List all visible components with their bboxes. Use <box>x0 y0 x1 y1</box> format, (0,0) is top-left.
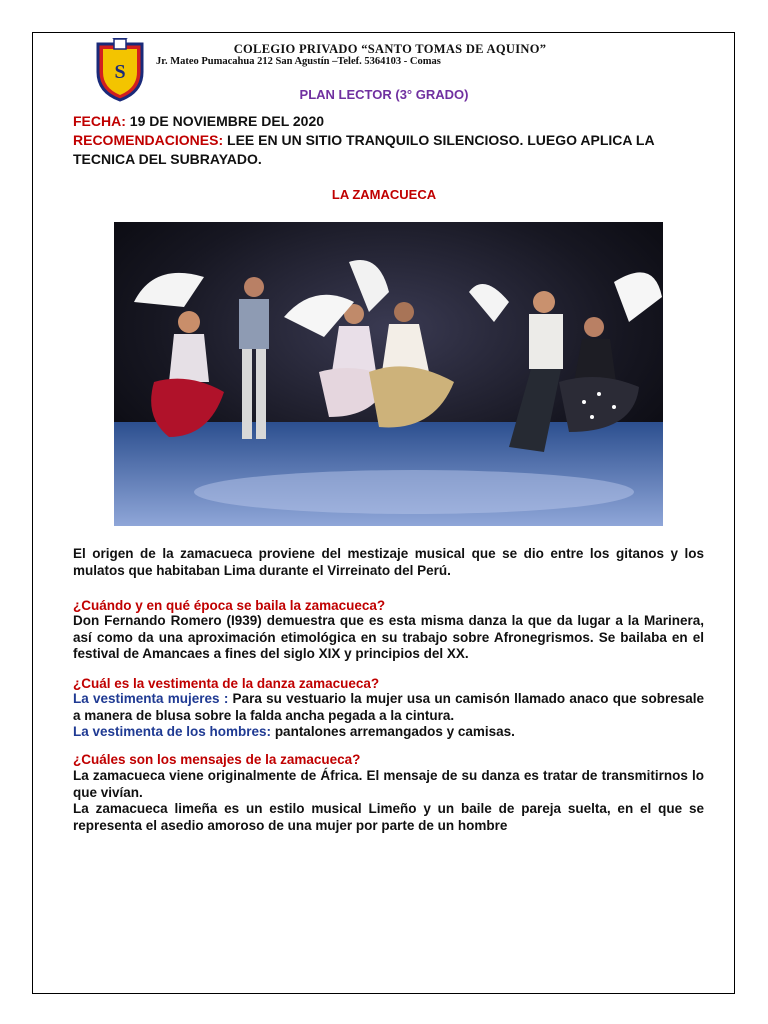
school-name: COLEGIO PRIVADO “SANTO TOMAS DE AQUINO” <box>233 42 547 56</box>
answer-3a: La zamacueca viene originalmente de África. El mensaje de su danza es tratar de transmitirnos lo que vivían. <box>73 768 704 800</box>
recomendaciones-line-2: TECNICA DEL SUBRAYADO. <box>73 151 262 167</box>
school-address: Jr. Mateo Pumacahua 212 San Agustín –Telef. 5364103 - Comas <box>156 56 441 67</box>
question-2: ¿Cuál es la vestimenta de la danza zamacueca? <box>73 676 380 691</box>
fecha-label: FECHA: <box>73 113 126 129</box>
answer-3b: La zamacueca limeña es un estilo musical Limeño y un baile de pareja suelta, en el que se representa el asedio amoroso de una mujer por parte de un hombre <box>73 801 704 833</box>
women-text: Para su vestuario la mujer usa un camisón llamado anaco que sobresale a manera de blusa sobre la falda ancha pegada a la cintura. <box>73 691 704 723</box>
section-title: LA ZAMACUECA <box>331 187 437 202</box>
answer-2-men <box>73 724 704 741</box>
men-label: La vestimenta de los hombres: <box>73 724 272 739</box>
women-label: La vestimenta mujeres : <box>73 691 229 706</box>
fecha-value: 19 DE NOVIEMBRE DEL 2020 <box>129 113 325 129</box>
question-1: ¿Cuándo y en qué época se baila la zamacueca? <box>73 598 386 613</box>
recomendaciones-line-1 <box>73 132 655 148</box>
recomendaciones-text-1: LEE EN UN SITIO TRANQUILO SILENCIOSO. LUEGO APLICA LA <box>227 132 655 148</box>
svg-text:S: S <box>114 61 126 83</box>
recomendaciones-label: RECOMENDACIONES: <box>73 132 224 148</box>
plan-title: PLAN LECTOR (3° GRADO) <box>299 87 469 102</box>
zamacueca-dance-photo <box>114 222 663 526</box>
men-text: pantalones arremangados y camisas. <box>271 724 515 739</box>
intro-paragraph: El origen de la zamacueca proviene del mestizaje musical que se dio entre los gitanos y los mulatos que habitaban Lima durante el Virreinato del Perú. <box>73 546 704 578</box>
answer-1: Don Fernando Romero (I939) demuestra que es esta misma danza la que da lugar a la Marinera, así como da una aproximación etimológica en su trabajo sobre Afronegrismos. Se bailaba en el festival de Amancaes a fines del siglo XIX y principios del XX. <box>73 613 704 661</box>
question-3: ¿Cuáles son los mensajes de la zamacueca? <box>73 752 361 767</box>
answer-2-women <box>73 691 704 724</box>
fecha-line <box>73 113 324 129</box>
